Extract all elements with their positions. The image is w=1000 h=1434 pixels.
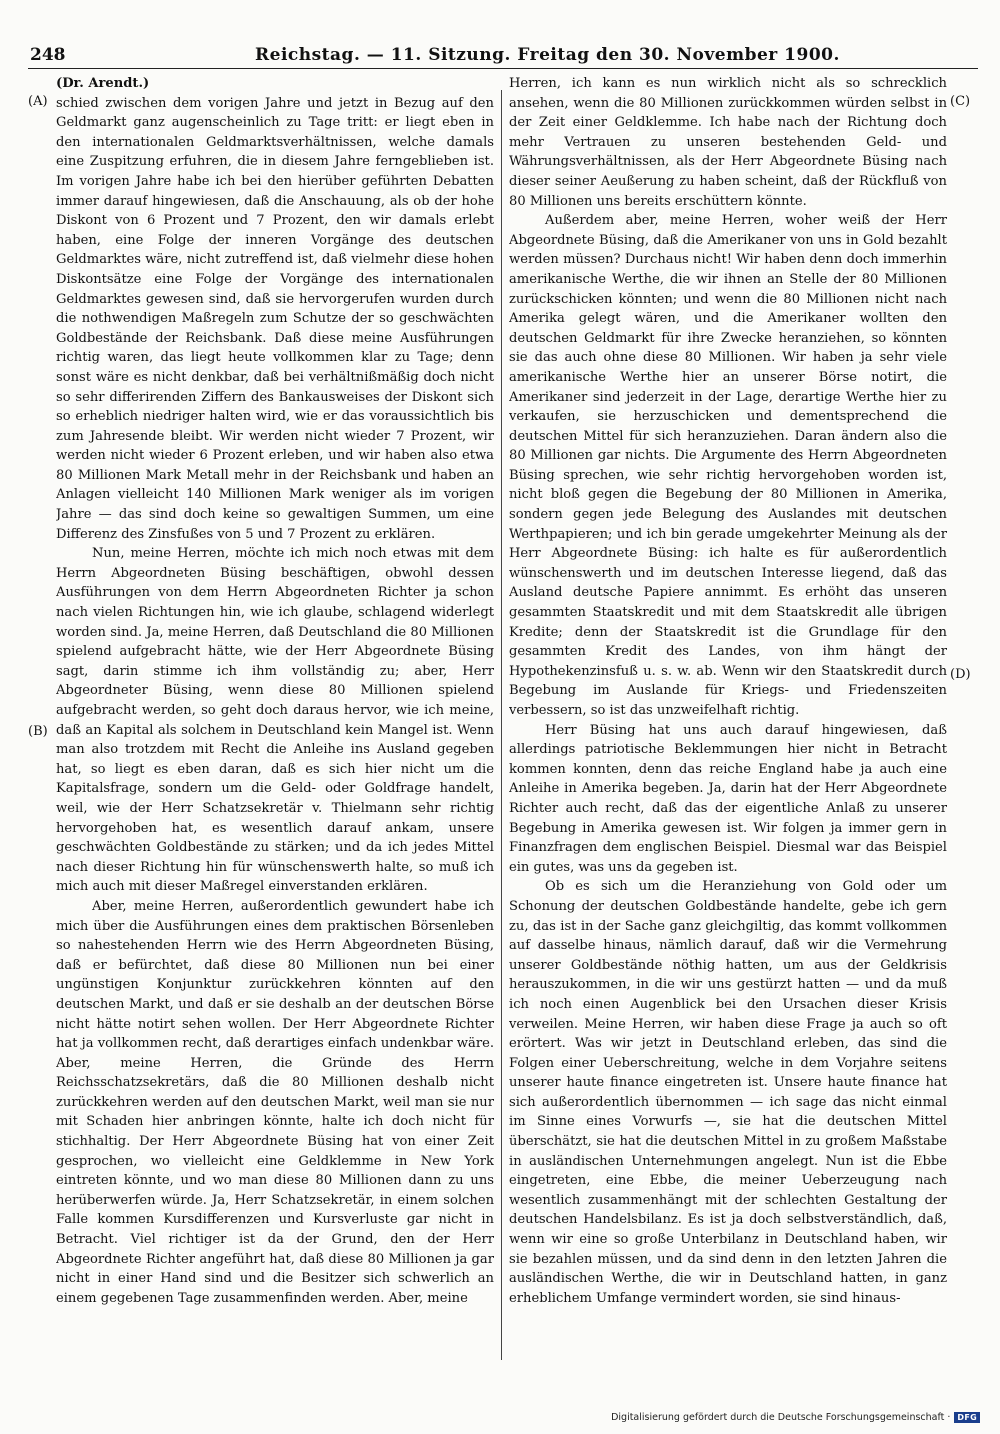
paragraph: Herren, ich kann es nun wirklich nicht als so schrecklich ansehen, wenn die 80 Millionen zurückkommen würden selbst in der Zeit einer Geldklemme. Ich habe nach der Richtung doch mehr Vertrauen zu unseren bestehenden Geld- und Währungsverhältnissen, als der Herr Abgeordnete Büsing nach dieser seiner Aeußerung zu haben scheint, daß der Rückfluß von 80 Millionen uns bereits erschüttern könnte. [509, 76, 947, 209]
footer-text: Digitalisierung gefördert durch die Deutsche Forschungsgemeinschaft · [611, 1412, 951, 1423]
paragraph: Ob es sich um die Heranziehung von Gold oder um Schonung der deutschen Goldbestände handelte, gebe ich gern zu, das ist in der Sache ganz gleichgiltig, das kommt vollkommen auf dasselbe hinaus, nämlich darauf, daß wir die Vermehrung unserer Goldbestände nöthig hatten, um aus der Geldkrisis herauszukommen, in die wir uns gestürzt hatten — und da muß ich noch einen Augenblick bei den Ursachen dieser Krisis verweilen. Meine Herren, wir haben diese Frage ja auch so oft erörtert. Was wir jetzt in Deutschland erleben, das sind die Folgen einer Ueberschreitung, welche in dem Vorjahre seitens unserer haute finance eingetreten ist. Unsere haute finance hat sich außerordentlich übernommen — ich sage das nicht einmal im Sinne eines Vorwurfs —, sie hat die deutschen Mittel überschätzt, sie hat die deutschen Mittel in zu großem Maßstabe in ausländischen Unternehmungen angelegt. Nun ist die Ebbe eingetreten, eine Ebbe, die meiner Ueberzeugung nach wesentlich zusammenhängt mit der schlechten Gestaltung der deutschen Handelsbilanz. Es ist ja doch selbstverständlich, daß, wenn wir eine so große Unterbilanz in Deutschland haben, wir sie bezahlen müssen, und da sind denn in den letzten Jahren die ausländischen Werthe, die wir in Deutschland hatten, in ganz erheblichem Umfange vermindert worden, sie sind hinaus- [509, 879, 947, 1306]
header-rule [28, 68, 978, 69]
paragraph: schied zwischen dem vorigen Jahre und jetzt in Bezug auf den Geldmarkt ganz augenscheinlich zu Tage tritt: er liegt eben in den internationalen Geldmarktsverhältnissen, welche damals eine Zuspitzung erfuhren, die in diesem Jahre ferngeblieben ist. Im vorigen Jahre habe ich bei den hierüber geführten Debatten immer darauf hingewiesen, daß die Anschauung, als ob der hohe Diskont von 6 Prozent und 7 Prozent, den wir damals erlebt haben, eine Folge der inneren Vorgänge des deutschen Geldmarktes wäre, nicht zutreffend ist, daß vielmehr diese hohen Diskontsätze eine Folge der Vorgänge des internationalen Geldmarktes gewesen sind, daß sie hervorgerufen wurden durch die nothwendigen Maßregeln zum Schutze der so geschwächten Goldbestände der Reichsbank. Daß diese meine Ausführungen richtig waren, das liegt heute vollkommen klar zu Tage; denn sonst wäre es nicht denkbar, daß bei verhältnißmäßig doch nicht so sehr differirenden Ziffern des Bankausweises der Diskont sich so erheblich niedriger halten wird, wie er das voraussichtlich bis zum Jahresende bleibt. Wir werden nicht wieder 7 Prozent, wir werden nicht wieder 6 Prozent erleben, und wir haben also etwa 80 Millionen Mark Metall mehr in der Reichsbank und haben an Anlagen vielleicht 140 Millionen Mark weniger als im vorigen Jahre — das sind doch keine so gewaltigen Summen, um eine Differenz des Zinsfußes von 5 und 7 Prozent zu erklären. [56, 95, 494, 542]
left-column [56, 74, 494, 1364]
margin-mark-d: (D) [950, 667, 971, 682]
margin-mark-c: (C) [950, 94, 971, 109]
margin-mark-b: (B) [28, 724, 48, 739]
column-divider [501, 90, 502, 1360]
page-number: 248 [30, 45, 66, 65]
speaker-label: (Dr. Arendt.) [56, 76, 150, 91]
margin-mark-a: (A) [28, 94, 48, 109]
page-header [30, 44, 976, 66]
digitization-footer [611, 1412, 980, 1423]
right-column [509, 74, 947, 1364]
paragraph: Herr Büsing hat uns auch darauf hingewiesen, daß allerdings patriotische Beklemmungen hier nicht in Betracht kommen konnten, denn das reiche England habe ja auch eine Anleihe in Amerika begeben. Ja, darin hat der Herr Abgeordnete Richter auch recht, daß das der eigentliche Anlaß zu unserer Begebung in Amerika gewesen ist. Wir folgen ja immer gern in Finanzfragen dem englischen Beispiel. Diesmal war das Beispiel ein gutes, was uns da gegeben ist. [509, 722, 947, 875]
paragraph: Nun, meine Herren, möchte ich mich noch etwas mit dem Herrn Abgeordneten Büsing beschäftigen, obwohl dessen Ausführungen von dem Herrn Abgeordneten Richter ja schon nach vielen Richtungen hin, wie ich glaube, schlagend widerlegt worden sind. Ja, meine Herren, daß Deutschland die 80 Millionen spielend aufgebracht hätte, wie der Herr Abgeordnete Büsing sagt, darin stimme ich ihm vollständig zu; aber, Herr Abgeordneter Büsing, wenn diese 80 Millionen spielend aufgebracht werden, so geht doch daraus hervor, wie ich meine, daß an Kapital als solchem in Deutschland kein Mangel ist. Wenn man also trotzdem mit Recht die Anleihe ins Ausland gegeben hat, so liegt es eben daran, daß es sich hier nicht um die Kapitalsfrage, sondern um die Geld- oder Goldfrage handelt, weil, wie der Herr Schatzsekretär v. Thielmann sehr richtig hervorgehoben hat, es wesentlich darauf ankam, unsere geschwächten Goldbestände zu stärken; und da ich jedes Mittel nach dieser Richtung hin für wünschenswerth halte, so muß ich mich auch mit dieser Maßregel einverstanden erklären. [56, 546, 494, 895]
paragraph: Außerdem aber, meine Herren, woher weiß der Herr Abgeordnete Büsing, daß die Amerikaner von uns in Gold bezahlt werden müssen? Durchaus nicht! Wir haben denn doch immerhin amerikanische Werthe, die wir ihnen an Stelle der 80 Millionen zurückschicken könnten; und wenn die 80 Millionen nicht nach Amerika gelegt wären, und die Amerikaner wollten den deutschen Geldmarkt für ihre Zwecke heranziehen, so könnten sie das auch ohne diese 80 Millionen. Wir haben ja sehr viele amerikanische Werthe hier an unserer Börse notirt, die Amerikaner sind jederzeit in der Lage, derartige Werthe hier zu verkaufen, sie herzuschicken und dementsprechend die deutschen Mittel für sich heranzuziehen. Daran ändern also die 80 Millionen gar nichts. Die Argumente des Herrn Abgeordneten Büsing sprechen, wie sehr richtig hervorgehoben worden ist, nicht bloß gegen die Begebung der 80 Millionen in Amerika, sondern gegen jede Belegung des Auslandes mit deutschen Werthpapieren; und ich bin gerade umgekehrter Meinung als der Herr Abgeordnete Büsing: ich halte es für außerordentlich wünschenswerth und im deutschen Interesse liegend, daß das Ausland deutsche Papiere annimmt. Es erhöht das unseren gesammten Staatskredit und mit dem Staatskredit alle übrigen Kredite; denn der Staatskredit ist die Grundlage für den gesammten Kredit des Landes, von ihm hängt der Hypothekenzinsfuß u. s. w. ab. Wenn wir den Staatskredit durch Begebung im Auslande für Kriegs- und Friedenszeiten verbessern, so ist das unzweifelhaft richtig. [509, 213, 947, 718]
running-head: Reichstag. — 11. Sitzung. Freitag den 30. November 1900. [255, 45, 840, 65]
dfg-logo-icon: DFG [954, 1412, 980, 1423]
paragraph: Aber, meine Herren, außerordentlich gewundert habe ich mich über die Ausführungen eines dem praktischen Börsenleben so nahestehenden Herrn wie des Herrn Abgeordneten Büsing, daß er befürchtet, daß diese 80 Millionen nun bei einer ungünstigen Konjunktur zurückkehren könnten auf den deutschen Markt, und daß er sie deshalb an der deutschen Börse nicht hätte notirt sehen wollen. Der Herr Abgeordnete Richter hat ja vollkommen recht, daß derartiges einfach undenkbar wäre. Aber, meine Herren, die Gründe des Herrn Reichsschatzsekretärs, daß die 80 Millionen deshalb nicht zurückkehren werden auf den deutschen Markt, weil man sie nur mit Schaden hier anbringen könnte, halte ich doch nicht für stichhaltig. Der Herr Abgeordnete Büsing hat von einer Zeit gesprochen, wo vielleicht eine Geldklemme in New York eintreten könnte, und wo man diese 80 Millionen dann zu uns herüberwerfen würde. Ja, Herr Schatzsekretär, in einem solchen Falle kommen Kursdifferenzen und Kursverluste gar nicht in Betracht. Viel richtiger ist da der Grund, den der Herr Abgeordnete Richter angeführt hat, daß diese 80 Millionen ja gar nicht in einer Hand sind und die Besitzer sich schwerlich an einem gegebenen Tage zusammenfinden werden. Aber, meine [56, 898, 494, 1306]
